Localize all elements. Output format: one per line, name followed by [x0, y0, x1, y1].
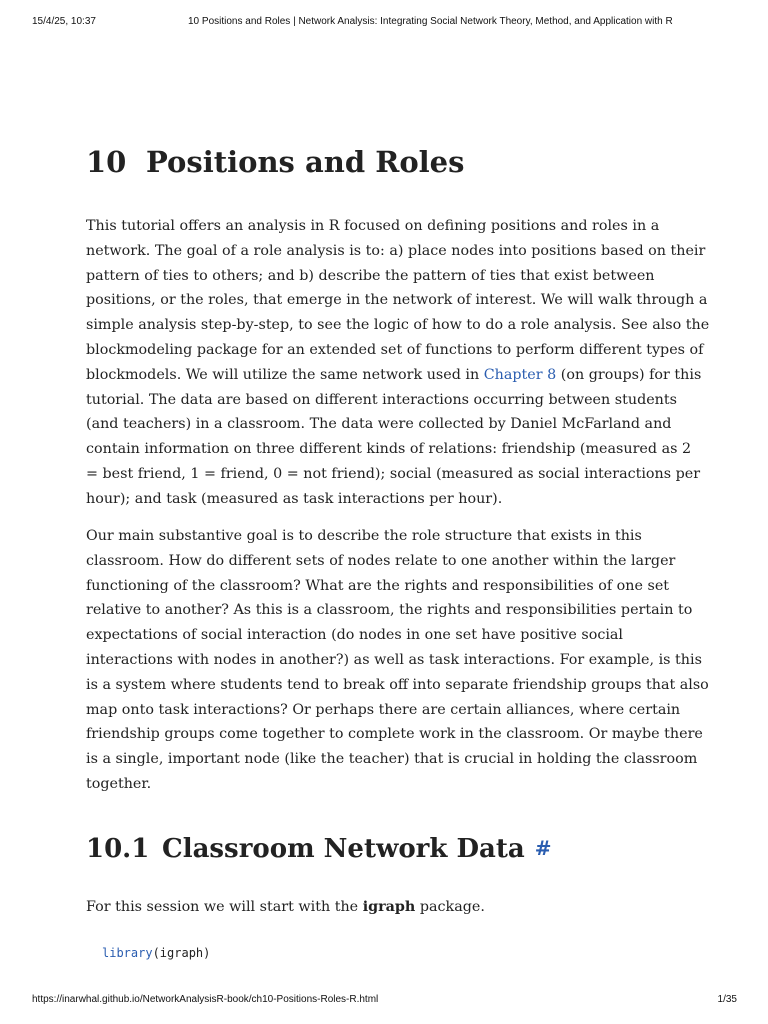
- intro-line-with-link: [86, 363, 702, 388]
- print-page-number: 1/35: [717, 994, 737, 1005]
- chapter-8-link[interactable]: Chapter 8: [483, 366, 557, 383]
- session-paragraph: [86, 895, 686, 920]
- intro-line: tutorial. The data are based on different interactions occurring between students: [86, 391, 677, 408]
- intro-line: This tutorial offers an analysis in R focused on defining positions and roles in a: [86, 218, 660, 234]
- section-heading: [86, 834, 551, 864]
- intro-paragraph: [86, 214, 710, 512]
- goal-line: together.: [86, 775, 152, 792]
- section-anchor-link[interactable]: #: [534, 836, 552, 860]
- intro-line: simple analysis step-by-step, to see the logic of how to do a role analysis. See also the: [86, 317, 710, 334]
- intro-text-after-link: (on groups) for this: [556, 366, 702, 383]
- intro-line: pattern of ties to others; and b) describe the pattern of ties that exist between: [86, 267, 655, 284]
- goal-line: functioning of the classroom? What are the rights and responsibilities of one set: [86, 577, 670, 594]
- intro-line: = best friend, 1 = friend, 0 = not friend); social (measured as social interactions per: [86, 465, 701, 482]
- intro-line: blockmodeling package for an extended set of functions to perform different types of: [86, 341, 704, 358]
- goal-line: classroom. How do different sets of nodes relate to one another within the larger: [86, 552, 676, 569]
- intro-line: positions, or the roles, that emerge in the network of interest. We will walk through a: [86, 292, 708, 309]
- intro-text-before-link: blockmodels. We will utilize the same network used in: [86, 366, 484, 383]
- goal-line: expectations of social interaction (do nodes in one set have positive social: [86, 627, 623, 644]
- print-url: https://inarwhal.github.io/NetworkAnalysisR-book/ch10-Positions-Roles-R.html: [32, 994, 379, 1005]
- section-title: Classroom Network Data: [162, 834, 525, 864]
- goal-line: interactions with nodes in another?) as well as task interactions. For example, is this: [86, 651, 702, 668]
- print-datetime: 15/4/25, 10:37: [32, 16, 96, 27]
- session-text-after: package.: [415, 899, 485, 915]
- chapter-heading: [86, 145, 464, 179]
- intro-line: contain information on three different kinds of relations: friendship (measured as 2: [86, 441, 692, 458]
- goal-line: is a system where students tend to break off into separate friendship groups that also: [86, 676, 709, 693]
- goal-paragraph: [86, 524, 709, 797]
- code-function: library: [102, 946, 153, 960]
- goal-line: is a single, important node (like the teacher) that is crucial in holding the classroom: [86, 751, 698, 768]
- code-args: (igraph): [152, 946, 211, 960]
- code-block: [102, 946, 210, 960]
- chapter-number: 10: [86, 145, 127, 179]
- session-text-before: For this session we will start with the: [86, 899, 363, 915]
- chapter-title: Positions and Roles: [146, 145, 465, 179]
- goal-line: relative to another? As this is a classroom, the rights and responsibilities pertain to: [86, 602, 693, 619]
- intro-line: network. The goal of a role analysis is to: a) place nodes into positions based on their: [86, 242, 706, 259]
- goal-line: map onto task interactions? Or perhaps there are certain alliances, where certain: [86, 701, 681, 718]
- print-header: [0, 16, 768, 30]
- intro-line: (and teachers) in a classroom. The data were collected by Daniel McFarland and: [86, 416, 672, 433]
- goal-line: friendship groups come together to complete work in the classroom. Or maybe there: [86, 726, 703, 743]
- section-number: 10.1: [86, 834, 150, 864]
- goal-line: Our main substantive goal is to describe the role structure that exists in this: [86, 528, 642, 544]
- package-name: igraph: [362, 899, 416, 915]
- print-footer: [0, 994, 768, 1008]
- print-page-title: 10 Positions and Roles | Network Analysis: Integrating Social Network Theory, Method, and Application with R: [188, 16, 673, 27]
- intro-line: hour); and task (measured as task interactions per hour).: [86, 490, 503, 507]
